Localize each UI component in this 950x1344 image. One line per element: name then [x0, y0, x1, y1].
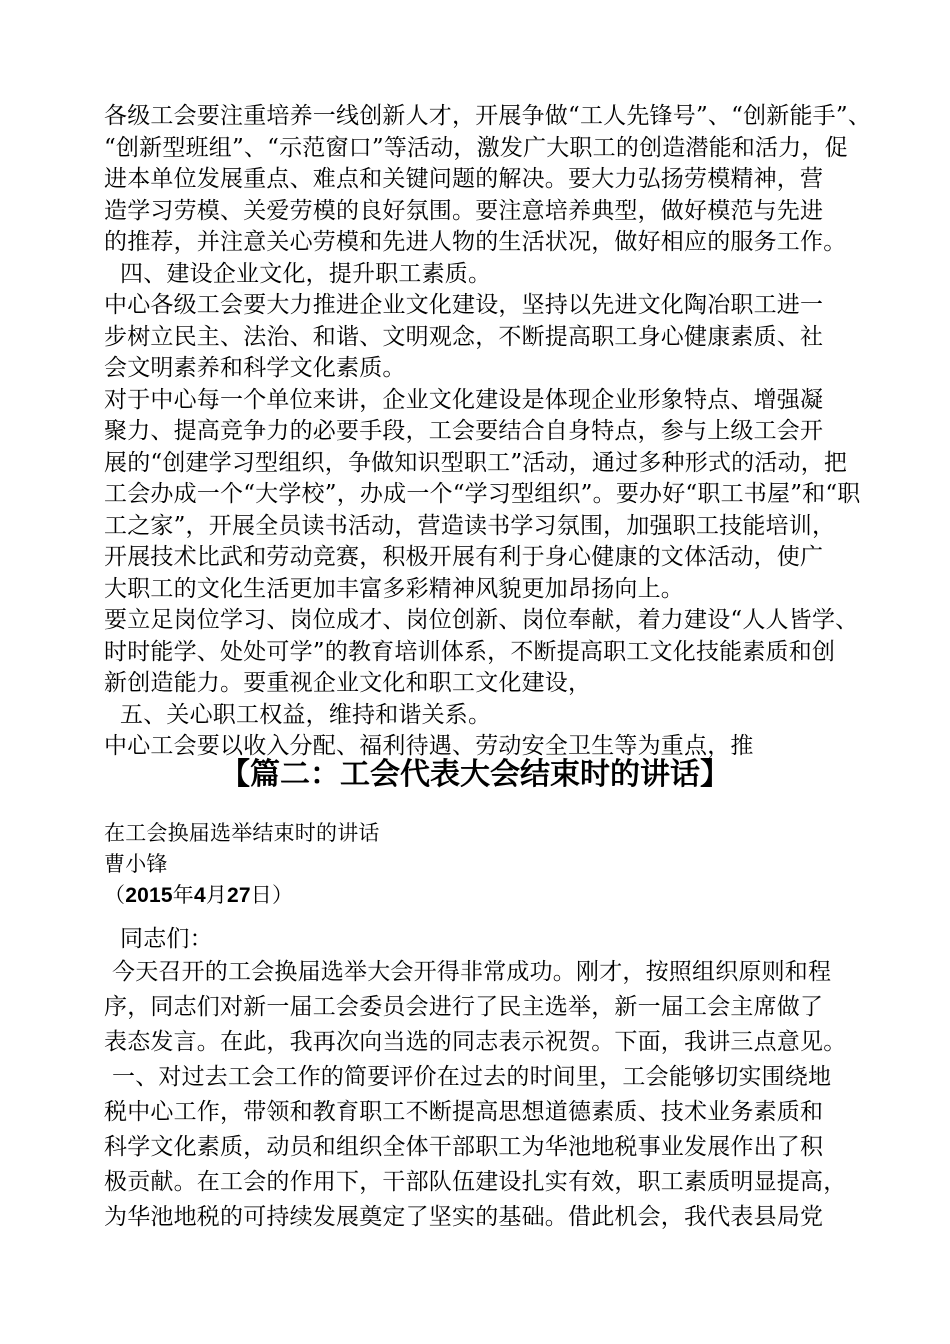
paragraph-line: 税中心工作，带领和教育职工不断提高思想道德素质、技术业务素质和	[104, 1099, 824, 1125]
paragraph-line: 造学习劳模、关爱劳模的良好氛围。要注意培养典型，做好模范与先进	[104, 198, 824, 224]
paragraph-line: 要立足岗位学习、岗位成才、岗位创新、岗位奉献，着力建设“人人皆学、	[104, 607, 859, 633]
date-year-unit: 年	[172, 883, 194, 907]
chapter-heading: 【篇二：工会代表大会结束时的讲话】	[220, 757, 730, 792]
date-month-unit: 月	[205, 883, 228, 907]
paragraph-line: 进本单位发展重点、难点和关键问题的解决。要大力弘扬劳模精神，营	[104, 166, 824, 192]
paragraph-line: “创新型班组”、“示范窗口”等活动，激发广大职工的创造潜能和活力，促	[104, 135, 848, 161]
paragraph-line: 的推荐，并注意关心劳模和先进人物的生活状况，做好相应的服务工作。	[104, 229, 847, 255]
date-year: 2015	[125, 884, 173, 907]
date-open: （	[104, 883, 126, 907]
paragraph-line: 科学文化素质，动员和组织全体干部职工为华池地税事业发展作出了积	[104, 1134, 824, 1160]
paragraph-line: 大职工的文化生活更加丰富多彩精神风貌更加昂扬向上。	[104, 576, 684, 602]
paragraph-line: 序，同志们对新一届工会委员会进行了民主选举，新一届工会主席做了	[104, 994, 824, 1020]
date-day-unit: 日）	[250, 883, 294, 907]
paragraph-line: 聚力、提高竞争力的必要手段，工会要结合自身特点，参与上级工会开	[104, 418, 824, 444]
paragraph-line: 各级工会要注重培养一线创新人才，开展争做“工人先锋号”、“创新能手”、	[104, 103, 872, 129]
section-heading-4: 四、建设企业文化，提升职工素质。	[120, 261, 492, 287]
paragraph-line: 工会办成一个“大学校”，办成一个“学习型组织”。要办好“职工书屋”和“职	[104, 481, 861, 507]
speech-date	[104, 880, 864, 910]
paragraph-line: 步树立民主、法治、和谐、文明观念，不断提高职工身心健康素质、社	[104, 324, 824, 350]
paragraph-line: 时时能学、处处可学”的教育培训体系，不断提高职工文化技能素质和创	[104, 639, 836, 665]
paragraph-line: 开展技术比武和劳动竞赛，积极开展有利于身心健康的文体活动，使广	[104, 544, 824, 570]
paragraph-line: 展的“创建学习型组织，争做知识型职工”活动，通过多种形式的活动，把	[104, 450, 848, 476]
paragraph-line: 为华池地税的可持续发展奠定了坚实的基础。借此机会，我代表县局党	[104, 1204, 824, 1230]
section-heading-5: 五、关心职工权益，维持和谐关系。	[120, 702, 492, 728]
paragraph-line: 会文明素养和科学文化素质。	[104, 355, 406, 381]
speech-title: 在工会换届选举结束时的讲话	[104, 821, 380, 845]
paragraph-line: 新创造能力。要重视企业文化和职工文化建设，	[104, 670, 592, 696]
speech-author: 曹小锋	[104, 852, 168, 876]
date-month: 4	[193, 884, 206, 907]
paragraph-line: 对于中心每一个单位来讲，企业文化建设是体现企业形象特点、增强凝	[104, 387, 824, 413]
paragraph-line: 极贡献。在工会的作用下，干部队伍建设扎实有效，职工素质明显提高，	[104, 1169, 847, 1195]
paragraph-line: 中心各级工会要大力推进企业文化建设，坚持以先进文化陶冶职工进一	[104, 292, 824, 318]
paragraph-line: 一、对过去工会工作的简要评价在过去的时间里，工会能够切实围绕地	[112, 1064, 832, 1090]
speech-salutation: 同志们：	[120, 926, 213, 952]
paragraph-line: 工之家”，开展全员读书活动，营造读书学习氛围，加强职工技能培训，	[104, 513, 836, 539]
paragraph-line: 表态发言。在此，我再次向当选的同志表示祝贺。下面，我讲三点意见。	[104, 1029, 847, 1055]
paragraph-line: 中心工会要以收入分配、福利待遇、劳动安全卫生等为重点，推	[104, 733, 754, 759]
date-day: 27	[227, 884, 251, 907]
paragraph-line: 今天召开的工会换届选举大会开得非常成功。刚才，按照组织原则和程	[112, 959, 832, 985]
